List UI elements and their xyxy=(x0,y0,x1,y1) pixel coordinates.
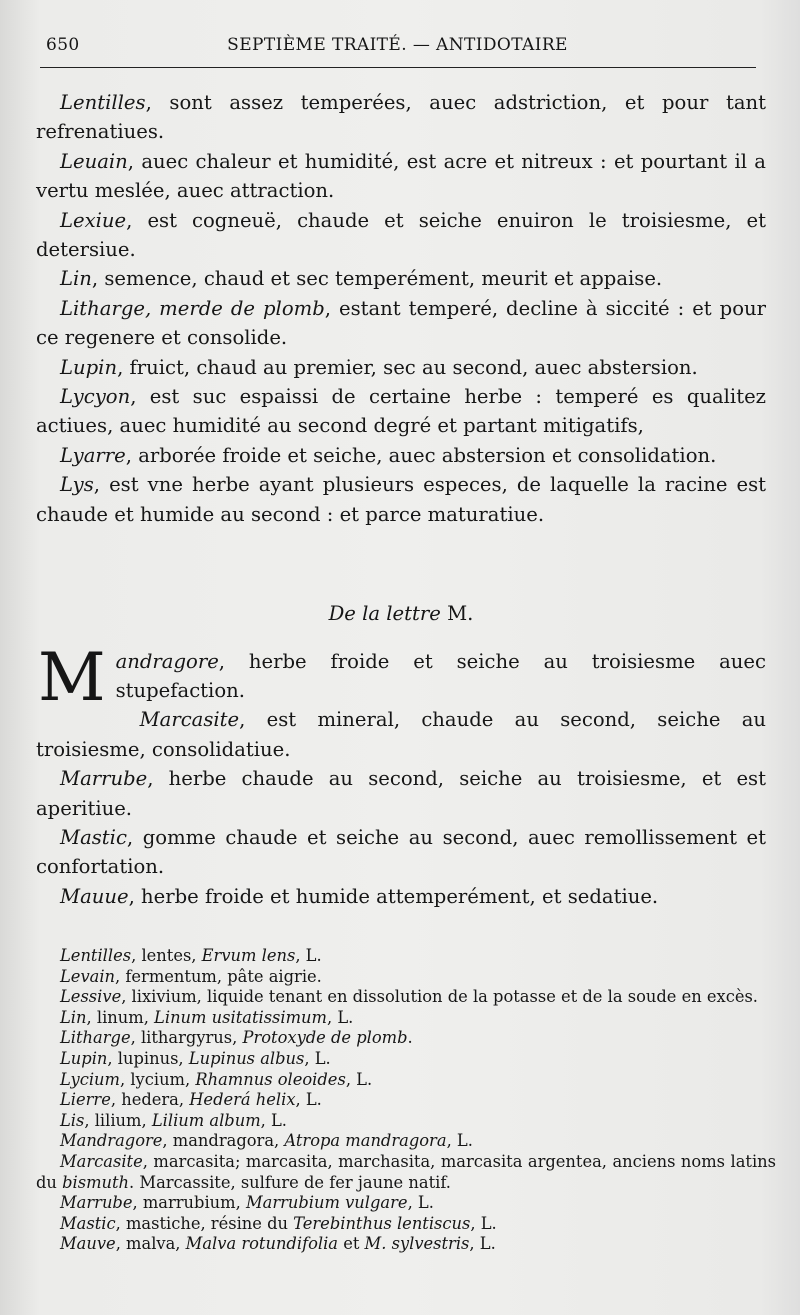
footnote-text: , mandragora, xyxy=(162,1131,285,1151)
dictionary-entry xyxy=(36,441,766,470)
footnote-line xyxy=(36,1214,776,1235)
entry-term: Lexiue xyxy=(60,208,127,232)
footnote-italic-text: Lessive xyxy=(60,987,122,1007)
footnote-italic-text: Mastic xyxy=(60,1213,116,1233)
footnote-text: . Marcassite, sulfure de fer jaune natif. xyxy=(129,1172,451,1192)
entry-text: , fruict, chaud au premier, sec au second, auec abstersion. xyxy=(117,355,698,379)
footnote-text: , L. xyxy=(295,1090,322,1110)
entry-term: Lupin xyxy=(60,355,118,379)
entry-text: , semence, chaud et sec temperément, meurit et appaise. xyxy=(91,267,663,291)
entry-text: , herbe froide et seiche au troisiesme auec stupefaction. xyxy=(115,649,766,702)
footnote-italic-text: Rhamnus oleoides xyxy=(195,1069,346,1089)
footnote-line xyxy=(36,987,776,1008)
footnote-line xyxy=(36,946,776,967)
entry-term: Lentilles xyxy=(60,91,146,114)
footnote-text: , hedera, xyxy=(110,1090,190,1110)
dictionary-entry xyxy=(36,264,766,293)
footnote-italic-text: Atropa mandragora xyxy=(284,1131,447,1151)
entry-text: , estant temperé, decline à siccité : et pour ce regenere et consolide. xyxy=(36,296,767,350)
footnote-italic-text: Marrubium vulgare xyxy=(245,1193,408,1213)
footnote-line xyxy=(36,1131,776,1152)
entry-text: , herbe froide et humide attemperément, et sedatiue. xyxy=(128,884,659,908)
dictionary-entry xyxy=(36,705,766,764)
footnote-text: et xyxy=(338,1234,365,1254)
footnote-italic-text: Marrube xyxy=(60,1193,133,1213)
footnote-text: , fermentum, pâte aigrie. xyxy=(115,966,322,986)
footnote-text: , linum, xyxy=(86,1007,155,1027)
footnote-italic-text: Linum usitatissimum xyxy=(154,1007,327,1027)
dropcap-letter: M xyxy=(38,638,106,716)
dictionary-entry xyxy=(36,470,766,529)
dictionary-entry xyxy=(36,382,766,441)
entry-term: andragore xyxy=(115,649,219,673)
dictionary-entry xyxy=(36,882,766,911)
entry-text: , est suc espaissi de certaine herbe : temperé es qualitez actiues, auec humidité au second degré et partant mitigatifs, xyxy=(36,385,766,438)
footnote-italic-text: Lierre xyxy=(60,1090,111,1110)
footnote-text: , L. xyxy=(260,1110,287,1130)
footnote-text: , lilium, xyxy=(84,1110,152,1130)
footnote-italic-text: M. sylvestris xyxy=(364,1234,470,1254)
footnote-line xyxy=(36,1152,776,1193)
footnote-text: , L. xyxy=(469,1234,496,1254)
footnote-line xyxy=(36,967,776,988)
footnote-text: , lycium, xyxy=(119,1069,196,1089)
footnote-text: . xyxy=(407,1028,413,1048)
footnote-text: , mastiche, résine du xyxy=(115,1213,294,1233)
dictionary-entry xyxy=(36,764,766,823)
dictionary-entry xyxy=(36,147,766,206)
footnote-italic-text: Lis xyxy=(60,1110,85,1130)
footnote-text: , L. xyxy=(326,1007,354,1027)
footnote-italic-text: Lupin xyxy=(60,1048,108,1068)
entry-text: , herbe chaude au second, seiche au troisiesme, et est aperitiue. xyxy=(36,767,766,820)
entry-term: Lys xyxy=(60,473,94,497)
dictionary-entry xyxy=(36,206,766,265)
entry-term: Lyarre xyxy=(60,443,126,467)
page-number: 650 xyxy=(46,35,80,55)
footnote-italic-text: Lupinus albus xyxy=(188,1048,305,1068)
footnote-italic-text: Lentilles xyxy=(60,946,132,965)
footnote-italic-text: Hederá helix xyxy=(189,1090,296,1110)
entry-term: Litharge, merde de plomb xyxy=(60,296,325,320)
main-text xyxy=(36,88,766,911)
footnote-italic-text: Protoxyde de plomb xyxy=(242,1028,408,1048)
footnote-text: , L. xyxy=(304,1048,331,1068)
footnote-text: , L. xyxy=(345,1069,373,1089)
entry-text: , est mineral, chaude au second, seiche au troisiesme, consolidatiue. xyxy=(36,708,766,761)
footnote-text: , L. xyxy=(407,1193,434,1213)
footnote-italic-text: Mauve xyxy=(60,1234,116,1254)
dictionary-entry xyxy=(36,88,766,147)
footnote-italic-text: Lilium album xyxy=(151,1110,261,1130)
footnote-text: , lentes, xyxy=(131,946,202,965)
footnotes xyxy=(36,946,776,1255)
section-heading-text: De la lettre xyxy=(328,602,441,626)
footnote-text: , marcasita; marcasita, marchasita, marcasita argentea, anciens noms latins du xyxy=(36,1151,776,1192)
footnote-line xyxy=(36,1008,776,1029)
footnote-italic-text: Malva rotundifolia xyxy=(185,1234,339,1254)
entry-term: Lycyon xyxy=(60,385,131,409)
footnote-italic-text: Ervum lens xyxy=(201,946,296,965)
footnote-line xyxy=(36,1028,776,1049)
entry-text: , auec chaleur et humidité, est acre et nitreux : et pourtant il a vertu meslée, auec attraction. xyxy=(36,149,766,203)
entry-text: , sont assez temperées, auec adstriction, et pour tant refrenatiues. xyxy=(36,91,766,144)
footnote-text: , malva, xyxy=(115,1234,186,1254)
entries-l xyxy=(36,88,766,529)
entry-term: Marcasite xyxy=(139,708,240,732)
footnote-line xyxy=(36,1111,776,1132)
entry-text: , est cogneuë, chaude et seiche enuiron le troisiesme, et detersiue. xyxy=(36,208,766,262)
footnote-italic-text: Lin xyxy=(60,1007,87,1027)
footnote-text: , L. xyxy=(446,1131,473,1151)
footnote-text: , lupinus, xyxy=(107,1048,189,1068)
entry-text: , est vne herbe ayant plusieurs especes, de laquelle la racine est chaude et humide au second : et parce maturatiue. xyxy=(36,473,766,526)
dictionary-entry xyxy=(36,823,766,882)
footnote-italic-text: Terebinthus lentiscus xyxy=(293,1213,471,1233)
footnote-line xyxy=(36,1070,776,1091)
footnote-italic-text: Litharge xyxy=(60,1028,131,1048)
entry-text: , arborée froide et seiche, auec abstersion et consolidation. xyxy=(125,443,717,467)
footnote-italic-text: Marcasite xyxy=(60,1151,143,1171)
entry-term: Lin xyxy=(60,267,92,291)
footnote-line xyxy=(36,1090,776,1111)
footnote-italic-text: Lycium xyxy=(60,1069,120,1089)
footnote-text: , lithargyrus, xyxy=(130,1028,243,1048)
header-rule xyxy=(40,67,756,68)
section-heading-letter: M. xyxy=(447,602,474,626)
footnote-italic-text: Levain xyxy=(60,966,116,986)
entry-term: Mauue xyxy=(60,884,129,908)
footnote-line xyxy=(36,1193,776,1214)
footnote-text: , lixivium, liquide tenant en dissolution de la potasse et de la soude en excès. xyxy=(121,987,758,1007)
footnote-italic-text: bismuth xyxy=(62,1172,130,1192)
entry-text: , gomme chaude et seiche au second, auec remollissement et confortation. xyxy=(36,825,766,879)
page-header xyxy=(40,33,755,59)
running-title: SEPTIÈME TRAITÉ. — ANTIDOTAIRE xyxy=(227,35,568,55)
entry-term: Marrube xyxy=(60,767,148,791)
footnote-line xyxy=(36,1049,776,1070)
footnote-text: , L. xyxy=(295,946,322,965)
footnote-italic-text: Mandragore xyxy=(60,1131,163,1151)
footnote-text: , L. xyxy=(470,1213,497,1233)
entries-m xyxy=(36,705,766,911)
entry-term: Leuain xyxy=(60,149,128,173)
section-heading xyxy=(36,599,766,628)
footnote-line xyxy=(36,1234,776,1255)
dictionary-entry xyxy=(36,353,766,382)
entry-mandragore xyxy=(36,638,766,716)
dictionary-entry xyxy=(36,294,766,353)
entry-term: Mastic xyxy=(60,825,127,849)
footnote-text: , marrubium, xyxy=(132,1193,246,1213)
